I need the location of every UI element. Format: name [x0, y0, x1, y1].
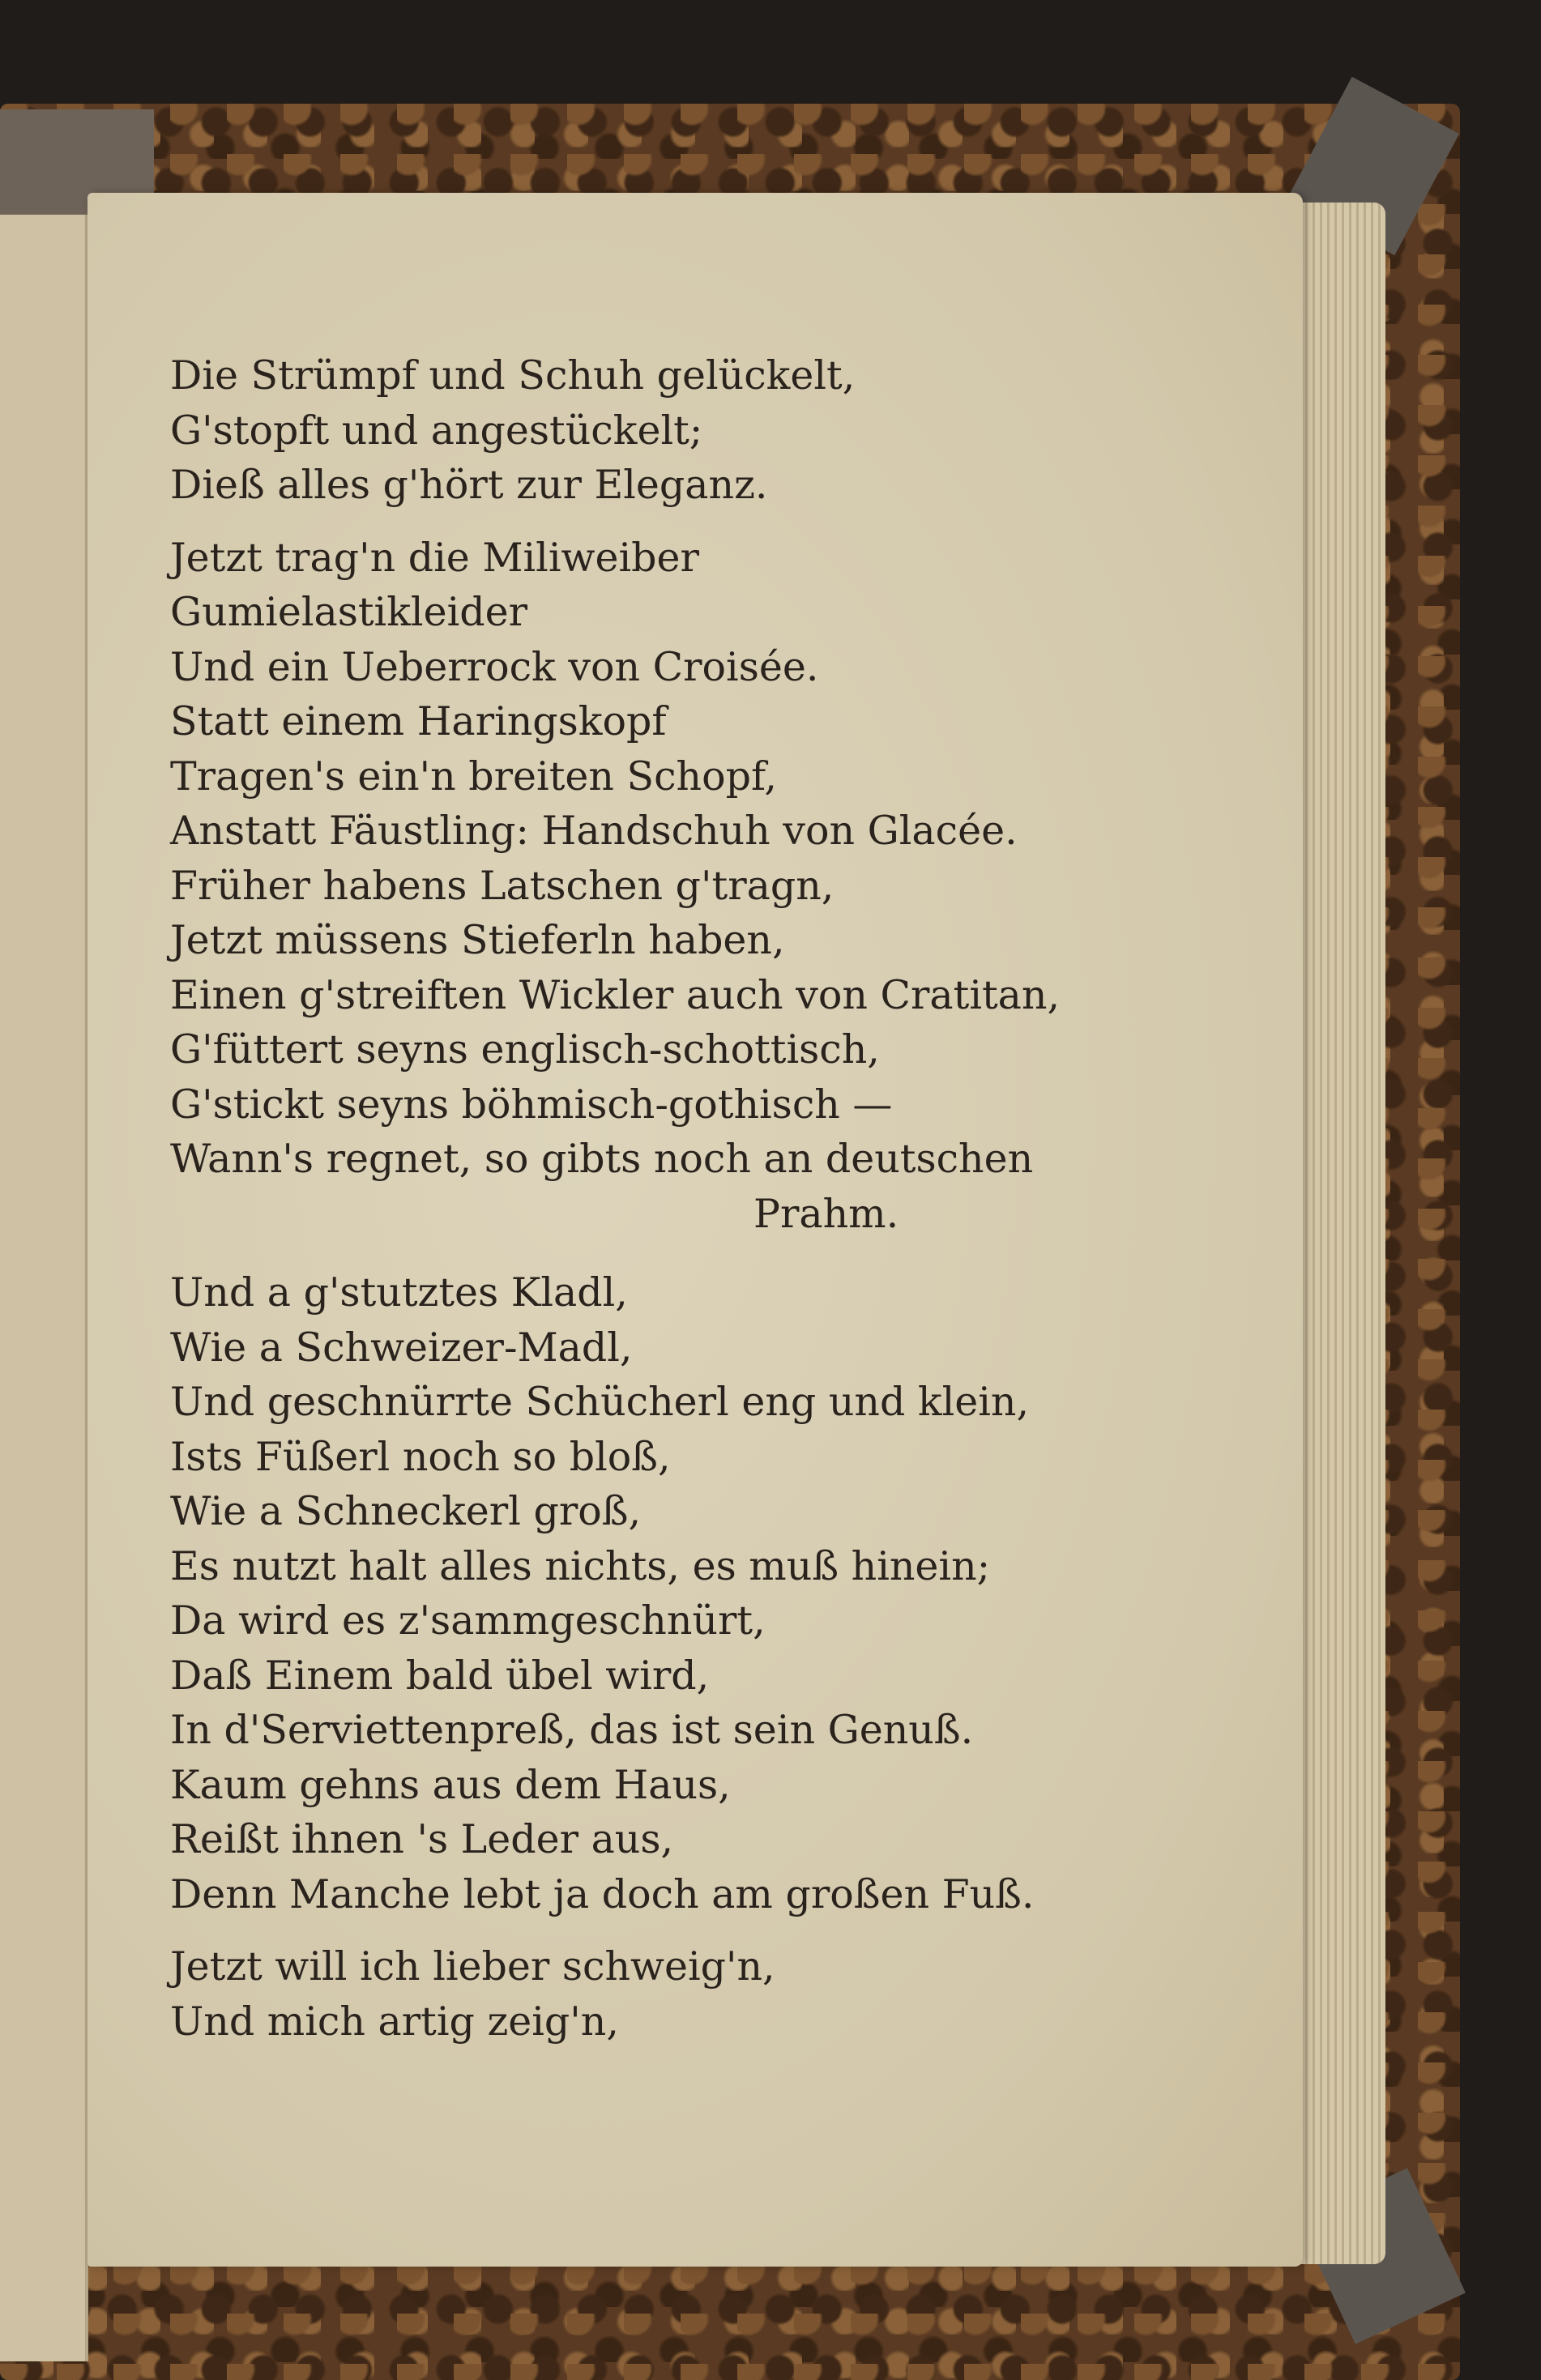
poem-line-continuation: Prahm.: [753, 1190, 899, 1237]
poem-line: Und a g'stutztes Kladl,: [170, 1269, 628, 1316]
poem-line: Und geschnürrte Schücherl eng und klein,: [170, 1379, 1030, 1425]
poem-line: Da wird es z'sammgeschnürt,: [170, 1597, 766, 1644]
poem-line: G'füttert seyns englisch-schottisch,: [170, 1026, 880, 1073]
poem-line: Die Strümpf und Schuh gelückelt,: [170, 352, 856, 399]
poem-line: Jetzt müssens Stieferln haben,: [170, 917, 785, 963]
poem-line: Es nutzt halt alles nichts, es muß hinein;: [170, 1542, 991, 1589]
poem-line: Statt einem Haringskopf: [170, 698, 667, 744]
left-page-edge: [0, 215, 88, 2361]
stanza-2: [170, 531, 1223, 1242]
poem-line: Reißt ihnen 's Leder aus,: [170, 1816, 674, 1862]
poem-line: Wie a Schneckerl groß,: [170, 1488, 642, 1534]
poem-line: Ists Füßerl noch so bloß,: [170, 1433, 671, 1480]
poem-line: Gumielastikleider: [170, 589, 528, 635]
poem-line: Früher habens Latschen g'tragn,: [170, 862, 835, 909]
poem-line: In d'Serviettenpreß, das ist sein Genuß.: [170, 1707, 974, 1753]
poem-line: Wann's regnet, so gibts noch an deutschen: [170, 1136, 1034, 1182]
poem-line: Und mich artig zeig'n,: [170, 1998, 619, 2045]
stanza-1: [170, 348, 1223, 513]
poem-line: Wie a Schweizer-Madl,: [170, 1324, 633, 1371]
poem-line: G'stopft und angestückelt;: [170, 407, 703, 454]
poem-line: G'stickt seyns böhmisch-gothisch —: [170, 1081, 893, 1128]
poem-line: Denn Manche lebt ja doch am großen Fuß.: [170, 1870, 1035, 1917]
poem-line: Tragen's ein'n breiten Schopf,: [170, 753, 777, 800]
poem-line: Dieß alles g'hört zur Eleganz.: [170, 462, 768, 508]
poem-line: Jetzt trag'n die Miliweiber: [170, 534, 699, 581]
stanza-3: [170, 1265, 1223, 1921]
poem-line: Jetzt will ich lieber schweig'n,: [170, 1943, 775, 1990]
poem-line: Daß Einem bald übel wird,: [170, 1652, 710, 1699]
stanza-4: [170, 1939, 1223, 2049]
poem-line: Kaum gehns aus dem Haus,: [170, 1761, 731, 1808]
poem-line: Und ein Ueberrock von Croisée.: [170, 643, 819, 690]
poem-line: Anstatt Fäustling: Handschuh von Glacée.: [170, 808, 1018, 854]
poem-text: [170, 348, 1223, 2049]
poem-line: Einen g'streiften Wickler auch von Cratitan,: [170, 971, 1061, 1018]
